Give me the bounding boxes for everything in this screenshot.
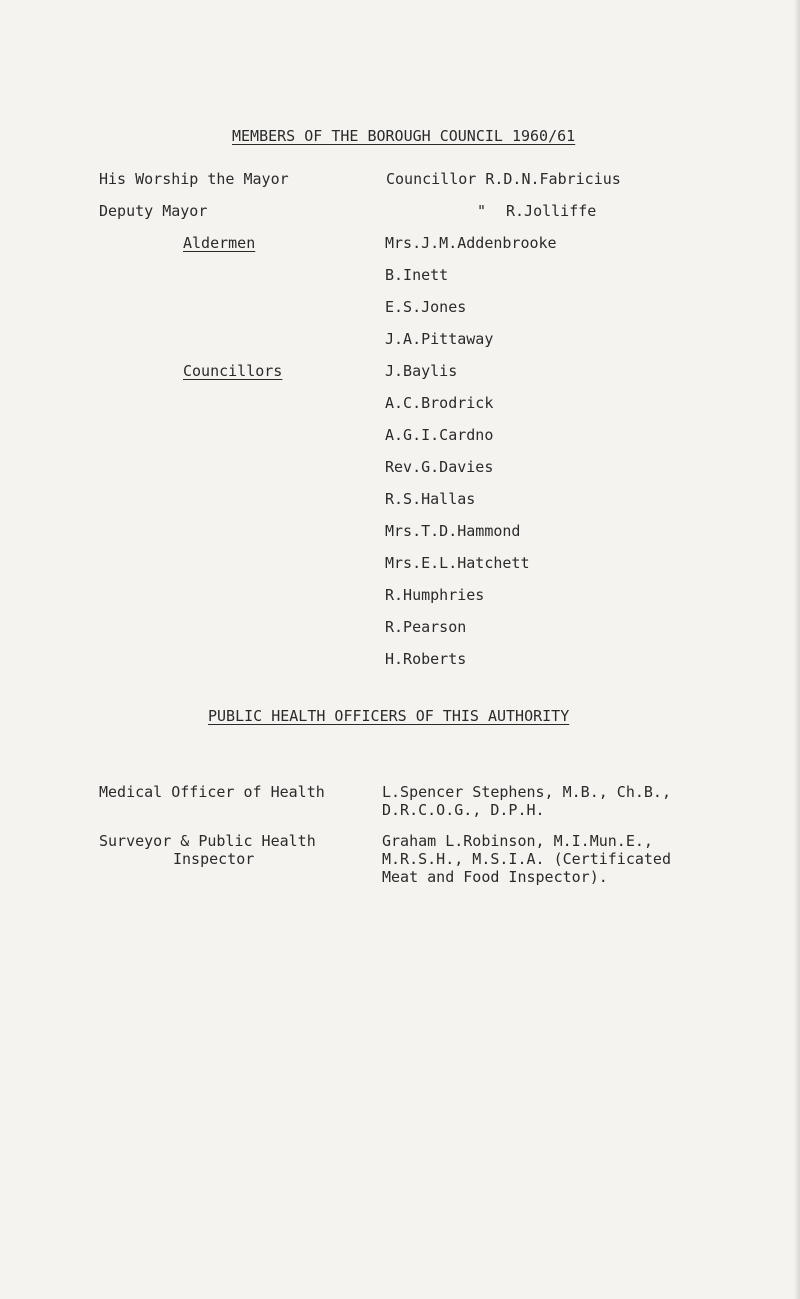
councillors-label: Councillors [183, 362, 283, 380]
surveyor-label-line: Inspector [173, 850, 255, 868]
councillor-name: J.Baylis [385, 362, 458, 380]
deputy-mayor-label: Deputy Mayor [99, 202, 208, 220]
councillor-name: H.Roberts [385, 650, 467, 668]
surveyor-name-line: M.R.S.H., M.S.I.A. (Certificated [382, 850, 671, 868]
surveyor-name-line: Graham L.Robinson, M.I.Mun.E., [382, 832, 653, 850]
moh-label: Medical Officer of Health [99, 783, 325, 801]
alderman-name: E.S.Jones [385, 298, 467, 316]
page-edge-shadow [794, 0, 800, 1299]
councillor-name: Mrs.E.L.Hatchett [385, 554, 530, 572]
alderman-name: B.Inett [385, 266, 449, 284]
mayor-label: His Worship the Mayor [99, 170, 289, 188]
page-heading: MEMBERS OF THE BOROUGH COUNCIL 1960/61 [232, 127, 576, 145]
councillor-name: A.C.Brodrick [385, 394, 494, 412]
alderman-name: Mrs.J.M.Addenbrooke [385, 234, 557, 252]
councillor-name: Mrs.T.D.Hammond [385, 522, 521, 540]
alderman-name: J.A.Pittaway [385, 330, 494, 348]
moh-name-line: D.R.C.O.G., D.P.H. [382, 801, 545, 819]
deputy-ditto-mark: " [477, 202, 487, 220]
deputy-mayor-name: R.Jolliffe [506, 202, 597, 220]
councillor-name: R.Humphries [385, 586, 485, 604]
councillor-name: R.S.Hallas [385, 490, 476, 508]
councillor-name: R.Pearson [385, 618, 467, 636]
moh-name-line: L.Spencer Stephens, M.B., Ch.B., [382, 783, 671, 801]
aldermen-label: Aldermen [183, 234, 256, 252]
councillor-name: Rev.G.Davies [385, 458, 494, 476]
councillor-name: A.G.I.Cardno [385, 426, 494, 444]
surveyor-label-line: Surveyor & Public Health [99, 832, 316, 850]
surveyor-name-line: Meat and Food Inspector). [382, 868, 608, 886]
officers-heading: PUBLIC HEALTH OFFICERS OF THIS AUTHORITY [208, 707, 570, 725]
mayor-name: Councillor R.D.N.Fabricius [386, 170, 621, 188]
